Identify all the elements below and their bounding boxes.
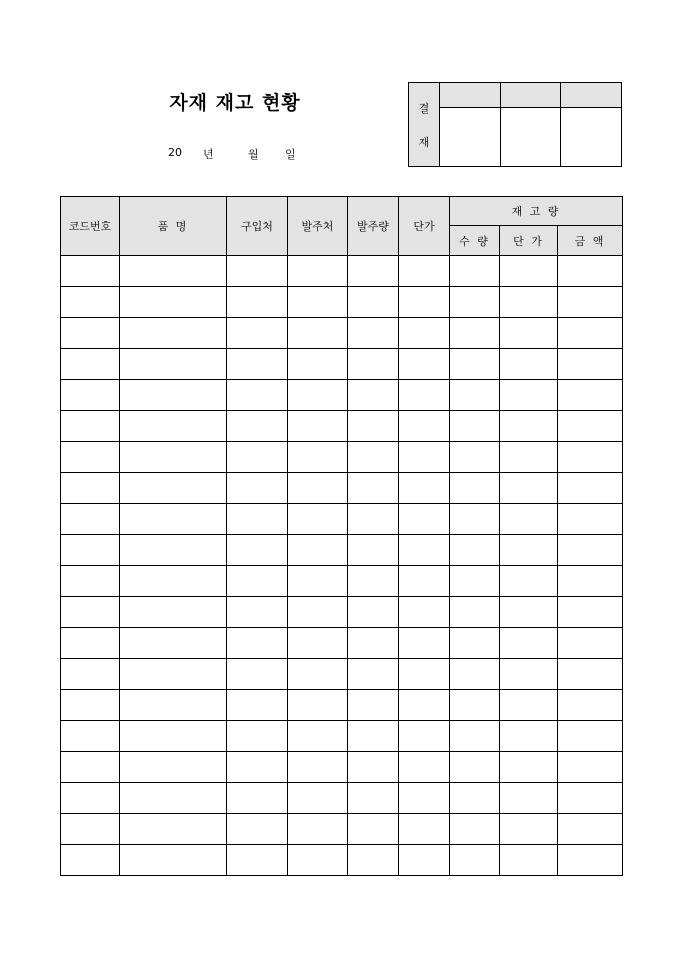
table-row [61,597,623,628]
header-stock-qty: 수 량 [450,226,500,256]
table-cell[interactable] [227,690,288,721]
table-cell[interactable] [500,287,558,318]
table-cell[interactable] [500,721,558,752]
table-cell[interactable] [227,814,288,845]
table-cell[interactable] [288,566,348,597]
table-cell[interactable] [348,783,399,814]
table-cell[interactable] [348,535,399,566]
table-row [61,721,623,752]
table-cell[interactable] [120,628,227,659]
table-cell[interactable] [227,504,288,535]
table-cell[interactable] [348,721,399,752]
table-cell[interactable] [120,473,227,504]
table-row [61,473,623,504]
table-cell[interactable] [61,814,120,845]
table-cell[interactable] [450,783,500,814]
table-cell[interactable] [558,380,623,411]
table-cell[interactable] [61,721,120,752]
table-cell[interactable] [348,473,399,504]
table-cell[interactable] [558,256,623,287]
table-cell[interactable] [450,504,500,535]
header-unit-price: 단가 [399,197,450,256]
table-cell[interactable] [227,380,288,411]
table-cell[interactable] [450,318,500,349]
table-cell[interactable] [288,597,348,628]
table-cell[interactable] [61,845,120,876]
table-cell[interactable] [558,721,623,752]
table-cell[interactable] [558,690,623,721]
table-cell[interactable] [500,814,558,845]
table-cell[interactable] [227,411,288,442]
table-cell[interactable] [500,628,558,659]
table-cell[interactable] [399,783,450,814]
table-cell[interactable] [288,845,348,876]
table-cell[interactable] [61,535,120,566]
table-cell[interactable] [450,659,500,690]
table-cell[interactable] [61,349,120,380]
table-cell[interactable] [450,566,500,597]
header-supplier: 구입처 [227,197,288,256]
table-row [61,566,623,597]
table-cell[interactable] [288,349,348,380]
table-row [61,535,623,566]
table-cell[interactable] [500,256,558,287]
table-cell[interactable] [120,318,227,349]
table-cell[interactable] [450,473,500,504]
table-cell[interactable] [288,814,348,845]
table-cell[interactable] [288,628,348,659]
table-cell[interactable] [399,287,450,318]
table-cell[interactable] [399,659,450,690]
table-cell[interactable] [558,814,623,845]
table-cell[interactable] [288,318,348,349]
approval-sign-cell[interactable] [440,108,501,167]
table-cell[interactable] [500,752,558,783]
table-cell[interactable] [288,752,348,783]
table-cell[interactable] [120,349,227,380]
inventory-table [60,196,623,876]
header-order-qty: 발주량 [348,197,399,256]
table-cell[interactable] [450,535,500,566]
table-cell[interactable] [450,380,500,411]
table-cell[interactable] [61,628,120,659]
table-cell[interactable] [120,504,227,535]
date-year-prefix: 20 [168,146,182,159]
table-cell[interactable] [61,442,120,473]
table-cell[interactable] [288,504,348,535]
table-cell[interactable] [227,721,288,752]
table-cell[interactable] [61,411,120,442]
table-row [61,659,623,690]
table-cell[interactable] [450,752,500,783]
date-year-label: 년 [203,148,214,161]
table-cell[interactable] [61,473,120,504]
table-cell[interactable] [120,597,227,628]
table-cell[interactable] [120,442,227,473]
table-cell[interactable] [399,535,450,566]
table-cell[interactable] [348,814,399,845]
table-cell[interactable] [450,349,500,380]
approval-label-top: 결 [418,101,430,115]
table-cell[interactable] [399,442,450,473]
table-cell[interactable] [227,256,288,287]
table-cell[interactable] [450,690,500,721]
table-cell[interactable] [450,814,500,845]
table-cell[interactable] [500,659,558,690]
table-row [61,411,623,442]
table-cell[interactable] [450,287,500,318]
table-cell[interactable] [288,535,348,566]
table-row [61,783,623,814]
table-cell[interactable] [500,845,558,876]
table-cell[interactable] [450,411,500,442]
table-row [61,256,623,287]
table-cell[interactable] [500,597,558,628]
table-cell[interactable] [288,659,348,690]
table-cell[interactable] [450,845,500,876]
table-cell[interactable] [348,349,399,380]
table-cell[interactable] [120,783,227,814]
date-month-label: 월 [248,148,259,161]
table-cell[interactable] [500,380,558,411]
table-cell[interactable] [399,690,450,721]
table-cell[interactable] [61,597,120,628]
table-cell[interactable] [500,473,558,504]
table-cell[interactable] [120,752,227,783]
table-cell[interactable] [558,752,623,783]
table-cell[interactable] [227,597,288,628]
table-cell[interactable] [558,845,623,876]
table-cell[interactable] [399,411,450,442]
table-row [61,318,623,349]
table-cell[interactable] [500,442,558,473]
table-cell[interactable] [399,473,450,504]
table-cell[interactable] [120,380,227,411]
table-cell[interactable] [61,504,120,535]
table-cell[interactable] [227,535,288,566]
table-cell[interactable] [61,380,120,411]
table-cell[interactable] [450,721,500,752]
approval-label [409,83,440,167]
table-cell[interactable] [558,628,623,659]
table-cell[interactable] [399,628,450,659]
table-cell[interactable] [500,566,558,597]
table-cell[interactable] [558,442,623,473]
table-cell[interactable] [227,442,288,473]
table-cell[interactable] [227,752,288,783]
table-cell[interactable] [500,349,558,380]
header-order-to: 발주처 [288,197,348,256]
table-cell[interactable] [500,690,558,721]
table-cell[interactable] [227,473,288,504]
table-cell[interactable] [399,845,450,876]
table-cell[interactable] [288,287,348,318]
table-cell[interactable] [288,411,348,442]
table-cell[interactable] [348,504,399,535]
table-cell[interactable] [120,256,227,287]
table-cell[interactable] [348,318,399,349]
table-cell[interactable] [558,504,623,535]
table-cell[interactable] [348,256,399,287]
table-row [61,814,623,845]
table-cell[interactable] [348,628,399,659]
table-cell[interactable] [399,504,450,535]
header-code: 코드번호 [61,197,120,256]
table-cell[interactable] [450,628,500,659]
table-cell[interactable] [450,256,500,287]
table-cell[interactable] [288,721,348,752]
table-cell[interactable] [227,845,288,876]
table-cell[interactable] [61,659,120,690]
table-row [61,504,623,535]
table-cell[interactable] [399,566,450,597]
approval-sign-cell[interactable] [500,108,561,167]
table-cell[interactable] [288,783,348,814]
table-cell[interactable] [558,535,623,566]
header-stock-amount: 금 액 [558,226,623,256]
table-cell[interactable] [450,597,500,628]
approval-header-cell [500,83,561,108]
table-cell[interactable] [288,380,348,411]
approval-label-bottom: 재 [418,135,430,149]
table-cell[interactable] [500,318,558,349]
table-row [61,752,623,783]
approval-header-cell [440,83,501,108]
table-cell[interactable] [61,690,120,721]
table-cell[interactable] [288,690,348,721]
table-cell[interactable] [120,566,227,597]
table-cell[interactable] [399,318,450,349]
table-cell[interactable] [348,597,399,628]
table-cell[interactable] [61,256,120,287]
table-cell[interactable] [558,659,623,690]
table-cell[interactable] [348,690,399,721]
table-cell[interactable] [348,442,399,473]
table-cell[interactable] [399,752,450,783]
table-cell[interactable] [450,442,500,473]
table-row [61,690,623,721]
table-cell[interactable] [399,814,450,845]
table-cell[interactable] [61,783,120,814]
table-cell[interactable] [227,628,288,659]
approval-box [408,82,622,167]
table-cell[interactable] [61,318,120,349]
table-cell[interactable] [61,287,120,318]
table-cell[interactable] [348,752,399,783]
table-cell[interactable] [348,380,399,411]
table-cell[interactable] [120,535,227,566]
document-title: 자재 재고 현황 [169,92,301,114]
table-cell[interactable] [120,659,227,690]
table-cell[interactable] [120,411,227,442]
table-cell[interactable] [558,597,623,628]
inventory-table-body [61,256,623,876]
table-cell[interactable] [120,287,227,318]
table-cell[interactable] [500,504,558,535]
table-row [61,287,623,318]
table-cell[interactable] [348,411,399,442]
header-stock: 재 고 량 [450,197,623,226]
table-row [61,380,623,411]
table-cell[interactable] [399,597,450,628]
table-cell[interactable] [227,349,288,380]
date-day-label: 일 [285,148,296,161]
table-cell[interactable] [120,845,227,876]
approval-sign-cell[interactable] [561,108,622,167]
table-cell[interactable] [558,349,623,380]
table-cell[interactable] [227,318,288,349]
table-cell[interactable] [288,256,348,287]
table-cell[interactable] [348,287,399,318]
table-cell[interactable] [61,566,120,597]
table-cell[interactable] [288,473,348,504]
table-cell[interactable] [558,566,623,597]
table-row [61,628,623,659]
table-cell[interactable] [558,473,623,504]
header-stock-price: 단 가 [500,226,558,256]
table-cell[interactable] [348,845,399,876]
table-cell[interactable] [399,721,450,752]
table-cell[interactable] [558,287,623,318]
table-cell[interactable] [348,566,399,597]
table-row [61,845,623,876]
table-cell[interactable] [227,783,288,814]
table-cell[interactable] [558,783,623,814]
table-cell[interactable] [227,659,288,690]
table-cell[interactable] [227,287,288,318]
table-cell[interactable] [120,721,227,752]
table-cell[interactable] [500,411,558,442]
table-cell[interactable] [348,659,399,690]
table-cell[interactable] [120,814,227,845]
table-row [61,349,623,380]
table-cell[interactable] [61,752,120,783]
table-cell[interactable] [399,380,450,411]
table-cell[interactable] [558,411,623,442]
header-item-name: 품 명 [120,197,227,256]
approval-header-cell [561,83,622,108]
table-cell[interactable] [500,783,558,814]
table-cell[interactable] [500,535,558,566]
table-cell[interactable] [399,349,450,380]
table-cell[interactable] [120,690,227,721]
table-cell[interactable] [399,256,450,287]
table-row [61,442,623,473]
table-cell[interactable] [558,318,623,349]
table-cell[interactable] [227,566,288,597]
table-cell[interactable] [288,442,348,473]
